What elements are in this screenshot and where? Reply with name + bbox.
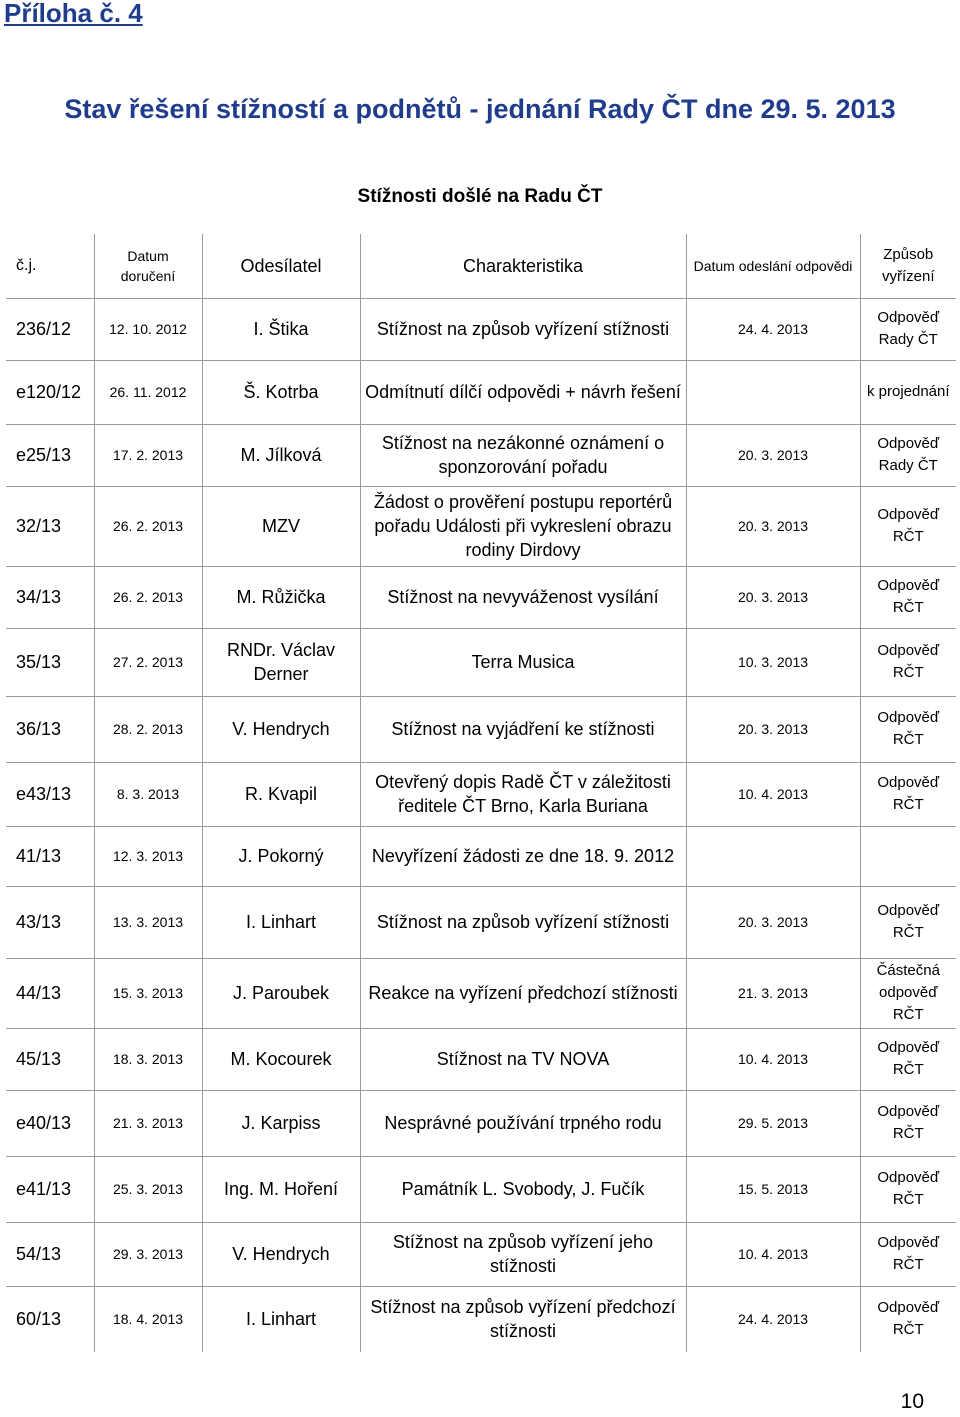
row-sender: M. Kocourek (202, 1028, 360, 1090)
row-answered: 20. 3. 2013 (686, 886, 860, 958)
row-answered: 10. 4. 2013 (686, 762, 860, 826)
row-resolution: Odpověď RČT (860, 566, 956, 628)
table-row (6, 1090, 956, 1156)
header-cell-ref: č.j. (6, 234, 94, 298)
table-row (6, 696, 956, 762)
row-ref: e40/13 (6, 1090, 94, 1156)
row-sender: Ing. M. Hoření (202, 1156, 360, 1222)
section-title: Stížnosti došlé na Radu ČT (357, 186, 603, 207)
table-row (6, 566, 956, 628)
row-answered: 24. 4. 2013 (686, 298, 860, 360)
row-received: 18. 4. 2013 (94, 1286, 202, 1352)
row-answered: 21. 3. 2013 (686, 958, 860, 1028)
row-received: 13. 3. 2013 (94, 886, 202, 958)
row-subject: Otevřený dopis Radě ČT v záležitosti ředitele ČT Brno, Karla Buriana (360, 762, 686, 826)
row-received: 26. 2. 2013 (94, 486, 202, 566)
row-received: 25. 3. 2013 (94, 1156, 202, 1222)
row-received: 12. 3. 2013 (94, 826, 202, 886)
row-received: 28. 2. 2013 (94, 696, 202, 762)
row-ref: 44/13 (6, 958, 94, 1028)
row-resolution: Odpověď RČT (860, 1090, 956, 1156)
row-ref: e120/12 (6, 360, 94, 424)
row-subject: Stížnost na způsob vyřízení jeho stížnosti (360, 1222, 686, 1286)
row-answered: 29. 5. 2013 (686, 1090, 860, 1156)
row-received: 12. 10. 2012 (94, 298, 202, 360)
row-ref: 35/13 (6, 628, 94, 696)
row-subject: Nesprávné používání trpného rodu (360, 1090, 686, 1156)
row-answered: 10. 4. 2013 (686, 1028, 860, 1090)
complaints-table-body (6, 234, 956, 1352)
table-row (6, 628, 956, 696)
row-answered: 10. 4. 2013 (686, 1222, 860, 1286)
row-received: 18. 3. 2013 (94, 1028, 202, 1090)
row-answered: 20. 3. 2013 (686, 696, 860, 762)
table-row (6, 1156, 956, 1222)
row-ref: 41/13 (6, 826, 94, 886)
row-resolution (860, 826, 956, 886)
row-ref: 36/13 (6, 696, 94, 762)
table-row (6, 1028, 956, 1090)
row-ref: 54/13 (6, 1222, 94, 1286)
row-ref: 236/12 (6, 298, 94, 360)
table-row (6, 886, 956, 958)
row-sender: MZV (202, 486, 360, 566)
row-sender: M. Jílková (202, 424, 360, 486)
table-row (6, 1222, 956, 1286)
row-sender: J. Paroubek (202, 958, 360, 1028)
row-subject: Stížnost na způsob vyřízení předchozí stížnosti (360, 1286, 686, 1352)
row-answered: 15. 5. 2013 (686, 1156, 860, 1222)
row-subject: Nevyřízení žádosti ze dne 18. 9. 2012 (360, 826, 686, 886)
row-subject: Stížnost na způsob vyřízení stížnosti (360, 298, 686, 360)
row-resolution: Odpověď RČT (860, 1222, 956, 1286)
row-subject: Stížnost na způsob vyřízení stížnosti (360, 886, 686, 958)
row-resolution: Odpověď RČT (860, 486, 956, 566)
row-sender: J. Karpiss (202, 1090, 360, 1156)
row-received: 26. 2. 2013 (94, 566, 202, 628)
table-header-row (6, 234, 956, 298)
row-sender: R. Kvapil (202, 762, 360, 826)
row-resolution: Odpověď RČT (860, 1156, 956, 1222)
table-row (6, 826, 956, 886)
table-row (6, 298, 956, 360)
table-row (6, 762, 956, 826)
row-received: 8. 3. 2013 (94, 762, 202, 826)
row-resolution: Odpověď RČT (860, 762, 956, 826)
row-received: 17. 2. 2013 (94, 424, 202, 486)
row-received: 26. 11. 2012 (94, 360, 202, 424)
row-sender: I. Štika (202, 298, 360, 360)
row-answered: 10. 3. 2013 (686, 628, 860, 696)
table-row (6, 958, 956, 1028)
table-row (6, 1286, 956, 1352)
page-title: Stav řešení stížností a podnětů - jednání Rady ČT dne 29. 5. 2013 (64, 94, 896, 124)
row-ref: e25/13 (6, 424, 94, 486)
row-sender: RNDr. Václav Derner (202, 628, 360, 696)
row-subject: Památník L. Svobody, J. Fučík (360, 1156, 686, 1222)
row-resolution: Odpověď Rady ČT (860, 298, 956, 360)
header-cell-resolution: Způsob vyřízení (860, 234, 956, 298)
complaints-table (6, 234, 956, 1352)
row-resolution: k projednání (860, 360, 956, 424)
row-received: 27. 2. 2013 (94, 628, 202, 696)
row-subject: Odmítnutí dílčí odpovědi + návrh řešení (360, 360, 686, 424)
header-cell-received: Datum doručení (94, 234, 202, 298)
header-cell-sender: Odesílatel (202, 234, 360, 298)
row-sender: V. Hendrych (202, 1222, 360, 1286)
row-resolution: Odpověď RČT (860, 696, 956, 762)
row-resolution: Odpověď RČT (860, 886, 956, 958)
row-answered (686, 360, 860, 424)
table-row (6, 424, 956, 486)
row-resolution: Odpověď RČT (860, 628, 956, 696)
row-answered: 20. 3. 2013 (686, 424, 860, 486)
row-subject: Žádost o prověření postupu reportérů pořadu Události při vykreslení obrazu rodiny Dirdovy (360, 486, 686, 566)
row-subject: Stížnost na vyjádření ke stížnosti (360, 696, 686, 762)
row-received: 29. 3. 2013 (94, 1222, 202, 1286)
row-sender: J. Pokorný (202, 826, 360, 886)
row-sender: I. Linhart (202, 1286, 360, 1352)
table-row (6, 360, 956, 424)
row-subject: Reakce na vyřízení předchozí stížnosti (360, 958, 686, 1028)
row-sender: Š. Kotrba (202, 360, 360, 424)
row-ref: 45/13 (6, 1028, 94, 1090)
row-ref: 34/13 (6, 566, 94, 628)
row-subject: Stížnost na nezákonné oznámení o sponzorování pořadu (360, 424, 686, 486)
header-cell-answered: Datum odeslání odpovědi (686, 234, 860, 298)
row-resolution: Odpověď RČT (860, 1286, 956, 1352)
row-subject: Stížnost na TV NOVA (360, 1028, 686, 1090)
row-sender: I. Linhart (202, 886, 360, 958)
row-resolution: Odpověď RČT (860, 1028, 956, 1090)
row-answered: 20. 3. 2013 (686, 566, 860, 628)
row-resolution: Odpověď Rady ČT (860, 424, 956, 486)
annex-label: Příloha č. 4 (4, 0, 143, 28)
row-subject: Stížnost na nevyváženost vysílání (360, 566, 686, 628)
row-ref: e43/13 (6, 762, 94, 826)
row-answered (686, 826, 860, 886)
row-answered: 24. 4. 2013 (686, 1286, 860, 1352)
header-cell-subject: Charakteristika (360, 234, 686, 298)
page-number: 10 (900, 1390, 924, 1413)
row-resolution: Částečná odpověď RČT (860, 958, 956, 1028)
row-ref: 43/13 (6, 886, 94, 958)
table-row (6, 486, 956, 566)
row-ref: e41/13 (6, 1156, 94, 1222)
row-sender: V. Hendrych (202, 696, 360, 762)
row-received: 21. 3. 2013 (94, 1090, 202, 1156)
row-answered: 20. 3. 2013 (686, 486, 860, 566)
row-ref: 32/13 (6, 486, 94, 566)
row-ref: 60/13 (6, 1286, 94, 1352)
row-subject: Terra Musica (360, 628, 686, 696)
row-sender: M. Růžička (202, 566, 360, 628)
row-received: 15. 3. 2013 (94, 958, 202, 1028)
